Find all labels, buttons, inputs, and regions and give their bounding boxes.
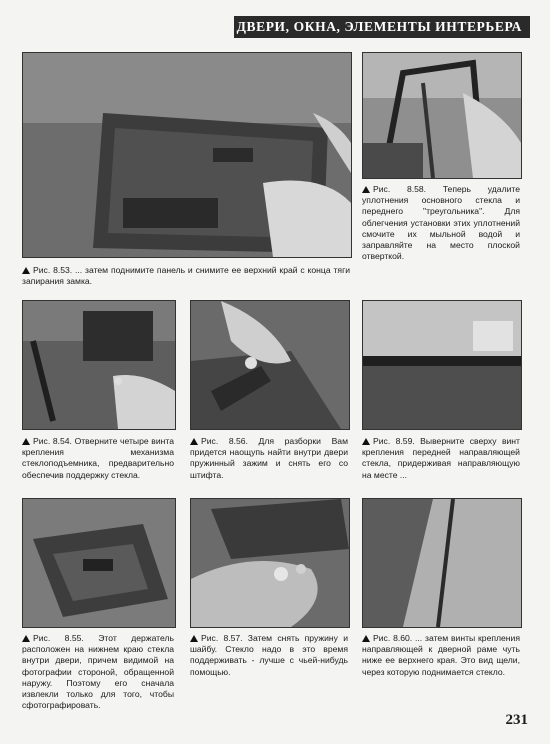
photo-fig-8-59 (362, 300, 522, 430)
caption-fig-8-58: Рис. 8.58. Теперь удалите уплотнения основного стекла и переднего "треугольника". Для облегчения установки этих уплотнений смочите их мыльной водой и заправляйте на место плоской отверткой. (362, 184, 520, 262)
photo-fig-8-54 (22, 300, 176, 430)
photo-fig-8-53 (22, 52, 352, 258)
triangle-marker-icon (362, 635, 370, 642)
caption-fig-8-59: Рис. 8.59. Выверните сверху винт крепления передней направляющей стекла, придерживая направляющую на месте ... (362, 436, 520, 480)
section-title: ДВЕРИ, ОКНА, ЭЛЕМЕНТЫ ИНТЕРЬЕРА (236, 19, 522, 34)
photo-fig-8-60 (362, 498, 522, 628)
page-number: 231 (505, 712, 528, 728)
photo-fig-8-55 (22, 498, 176, 628)
section-header (234, 16, 530, 38)
triangle-marker-icon (22, 438, 30, 445)
triangle-marker-icon (22, 635, 30, 642)
triangle-marker-icon (362, 438, 370, 445)
caption-fig-8-57: Рис. 8.57. Затем снять пружину и шайбу. Стекло надо в это время поддерживать - лучше с чьей-нибудь помощью. (190, 633, 348, 677)
photo-fig-8-58 (362, 52, 522, 179)
triangle-marker-icon (190, 438, 198, 445)
photo-fig-8-57 (190, 498, 350, 628)
caption-fig-8-56: Рис. 8.56. Для разборки Вам придется наощупь найти внутри двери пружинный зажим и снять его со штифта. (190, 436, 348, 480)
caption-fig-8-53: Рис. 8.53. ... затем поднимите панель и снимите ее верхний край с конца тяги запирания замка. (22, 265, 350, 287)
triangle-marker-icon (362, 186, 370, 193)
caption-fig-8-55: Рис. 8.55. Этот держатель расположен на нижнем краю стекла внутри двери, причем видимой на фотографии стороной, обращенной наружу. Поэтому его сначала извлекли только для того, чтобы сфотографировать. (22, 633, 174, 711)
caption-fig-8-60: Рис. 8.60. ... затем винты крепления направляющей к дверной раме чуть ниже ее верхнего края. Это вид щели, через которую поднимается стекло. (362, 633, 520, 677)
photo-fig-8-56 (190, 300, 350, 430)
triangle-marker-icon (22, 267, 30, 274)
triangle-marker-icon (190, 635, 198, 642)
caption-fig-8-54: Рис. 8.54. Отверните четыре винта крепления механизма стеклоподъемника, предварительно обеспечив поддержку стекла. (22, 436, 174, 480)
